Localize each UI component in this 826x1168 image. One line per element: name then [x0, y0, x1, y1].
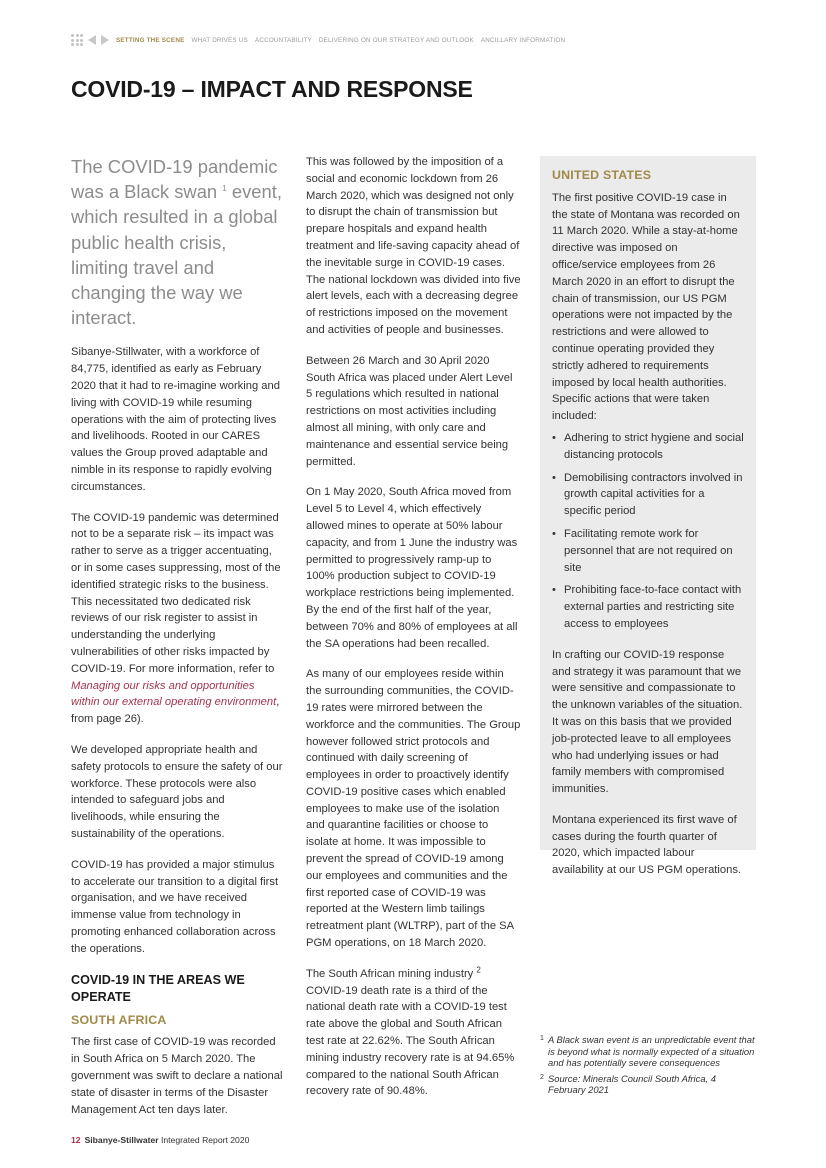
nav-setting-the-scene[interactable]: SETTING THE SCENE: [116, 36, 185, 44]
box-paragraph-response: In crafting our COVID-19 response and strategy it was paramount that we were sensitive and compassionate to the unknown variables of the situation. It was on this basis that we provided job-protected leave to all employees who had underlying issues or had family members with compromised immunities.: [552, 648, 743, 796]
grid-menu-icon[interactable]: [71, 34, 83, 46]
list-item: • Facilitating remote work for personnel that are not required on site: [552, 527, 733, 574]
united-states-box: [540, 156, 756, 877]
footnote-ref-2[interactable]: 2: [476, 965, 481, 975]
actions-list: [552, 430, 744, 633]
nav-what-drives-us[interactable]: WHAT DRIVES US: [191, 36, 248, 44]
risks-link[interactable]: Managing our risks and opportunities within our external operating environment: [71, 679, 277, 709]
page-footer: [71, 1135, 249, 1145]
nav-ancillary-information[interactable]: ANCILLARY INFORMATION: [480, 36, 566, 44]
list-item: • Prohibiting face-to-face contact with external parties and restricting site access to employees: [552, 584, 742, 630]
box-paragraph-first-wave: Montana experienced its first wave of cases during the fourth quarter of 2020, which impacted labour availability at our US PGM operations.: [552, 813, 742, 877]
next-arrow-icon[interactable]: [101, 35, 109, 45]
footnote-2: 2 Source: Minerals Council South Africa, 4 February 2021: [540, 1072, 716, 1096]
previous-arrow-icon[interactable]: [88, 35, 96, 45]
paragraph-workforce: Sibanye-Stillwater, with a workforce of 84,775, identified as early as February 2020 that it had to re-imagine working and living with COVID-19 while resuming operations with the aim of protecting lives and livelihoods. Rooted in our CARES values the Group proved adaptable and nimble in its response to rapidly evolving circumstances.: [71, 346, 280, 493]
bullet-icon: •: [552, 471, 556, 484]
intro-pull-quote: The COVID-19 pandemic was a Black swan $^1$ event, which resulted in a global public health crisis, limiting travel and changing the way we interact.: [71, 156, 282, 329]
paragraph-level4: On 1 May 2020, South Africa moved from Level 5 to Level 4, which effectively allowed mines to operate at 50% labour capacity, and from 1 June the industry was permitted to progressively ramp-up to 100% production subject to COVID-19 workplace restrictions being implemented. By the end of the first half of the year, between 70% and 80% of employees at all the SA operations had been recalled.: [306, 486, 518, 650]
column-middle: [306, 154, 521, 1114]
paragraph-lockdown: This was followed by the imposition of a social and economic lockdown from 26 March 2020, which was designed not only to disrupt the chain of transmission but prepare hospitals and expand health treatment and life-saving capacity ahead of the inevitable surge in COVID-19 cases. The national lockdown was divided into five alert levels, each with a decreasing degree of restrictions imposed on the movement and activities of people and businesses.: [306, 156, 521, 336]
box-heading: UNITED STATES: [552, 168, 652, 182]
page-number: 12: [71, 1135, 81, 1145]
paragraph-first-case: The first case of COVID-19 was recorded in South Africa on 5 March 2020. The government was swift to declare a national state of disaster in terms of the Disaster Management Act ten days later.: [71, 1036, 283, 1116]
section-heading: COVID-19 IN THE AREAS WE OPERATE: [71, 972, 245, 1004]
top-navigation: [71, 33, 572, 47]
bullet-icon: •: [552, 527, 556, 540]
bullet-icon: •: [552, 584, 556, 597]
nav-delivering-strategy[interactable]: DELIVERING ON OUR STRATEGY AND OUTLOOK: [318, 36, 474, 44]
subheading-south-africa: SOUTH AFRICA: [71, 1012, 167, 1027]
paragraph-protocols: We developed appropriate health and safety protocols to ensure the safety of our workforce. These protocols were also intended to safeguard jobs and livelihoods, while ensuring the sustainability of the operations.: [71, 743, 283, 840]
footnote-1: 1 A Black swan event is an unpredictable event that is beyond what is normally expected of a situation and has potentially severe consequences: [540, 1034, 755, 1069]
bullet-icon: •: [552, 431, 556, 444]
footnote-ref-1[interactable]: 1: [222, 184, 227, 194]
box-paragraph-montana: The first positive COVID-19 case in the state of Montana was recorded on 11 March 2020. While a stay-at-home directive was imposed on office/service employees from 26 March 2020 in an effort to disrupt the chain of transmission, our US PGM operations were not impacted by the restrictions and were allowed to continue operating provided they strictly adhered to requirements imposed by local health authorities. Specific actions that were taken included:: [552, 191, 740, 423]
list-item: • Adhering to strict hygiene and social distancing protocols: [552, 431, 744, 461]
paragraph-death-rate: The South African mining industry $^2$ COVID-19 death rate is a third of the national death rate with a COVID-19 test rate above the global and South African test rate at 22.62%. The South African mining industry recovery rate is at 94.65% compared to the national South African recovery rate of 90.48%.: [306, 965, 515, 1098]
paragraph-level5: Between 26 March and 30 April 2020 South Africa was placed under Alert Level 5 regulations which resulted in national restrictions on most activities including almost all mining, with only care and maintenance and essential service being permitted.: [306, 354, 513, 468]
paragraph-digital: COVID-19 has provided a major stimulus to accelerate our transition to a digital first organisation, and we have received immense value from technology in promoting enhanced collaboration across the operations.: [71, 858, 279, 955]
list-item: • Demobilising contractors involved in growth capital activities for a specific period: [552, 471, 743, 518]
nav-accountability[interactable]: ACCOUNTABILITY: [254, 36, 312, 44]
paragraph-communities: As many of our employees reside within the surrounding communities, the COVID-19 rates were mirrored between the workforce and the communities. The Group however followed strict protocols and continued with daily screening of employees in order to proactively identify COVID-19 positive cases which enabled employees to make use of the isolation and quarantine facilities or choose to isolate at home. It was impossible to prevent the spread of COVID-19 among our employees and communities and the first reported case of COVID-19 was reported at the Western limb tailings retreatment plant (WLTRP), part of the SA PGM operations, on 18 March 2020.: [306, 668, 521, 950]
document-name: Integrated Report 2020: [160, 1135, 250, 1145]
brand-name: Sibanye-Stillwater: [84, 1135, 159, 1145]
footnotes: [540, 1034, 756, 1100]
column-left: [71, 154, 283, 1132]
page-title: COVID-19 – IMPACT AND RESPONSE: [71, 76, 473, 102]
paragraph-risk: The COVID-19 pandemic was determined not to be a separate risk – its impact was rather to serve as a trigger accentuating, or in some cases suppressing, most of the identified strategic risks to the business. This necessitated two dedicated risk reviews of our risk register to assist in understanding the underlying vulnerabilities of other risks impacted by COVID-19. For more information, refer to Managing our risks and opportunities within our external operating environment, from page 26).: [71, 511, 281, 726]
